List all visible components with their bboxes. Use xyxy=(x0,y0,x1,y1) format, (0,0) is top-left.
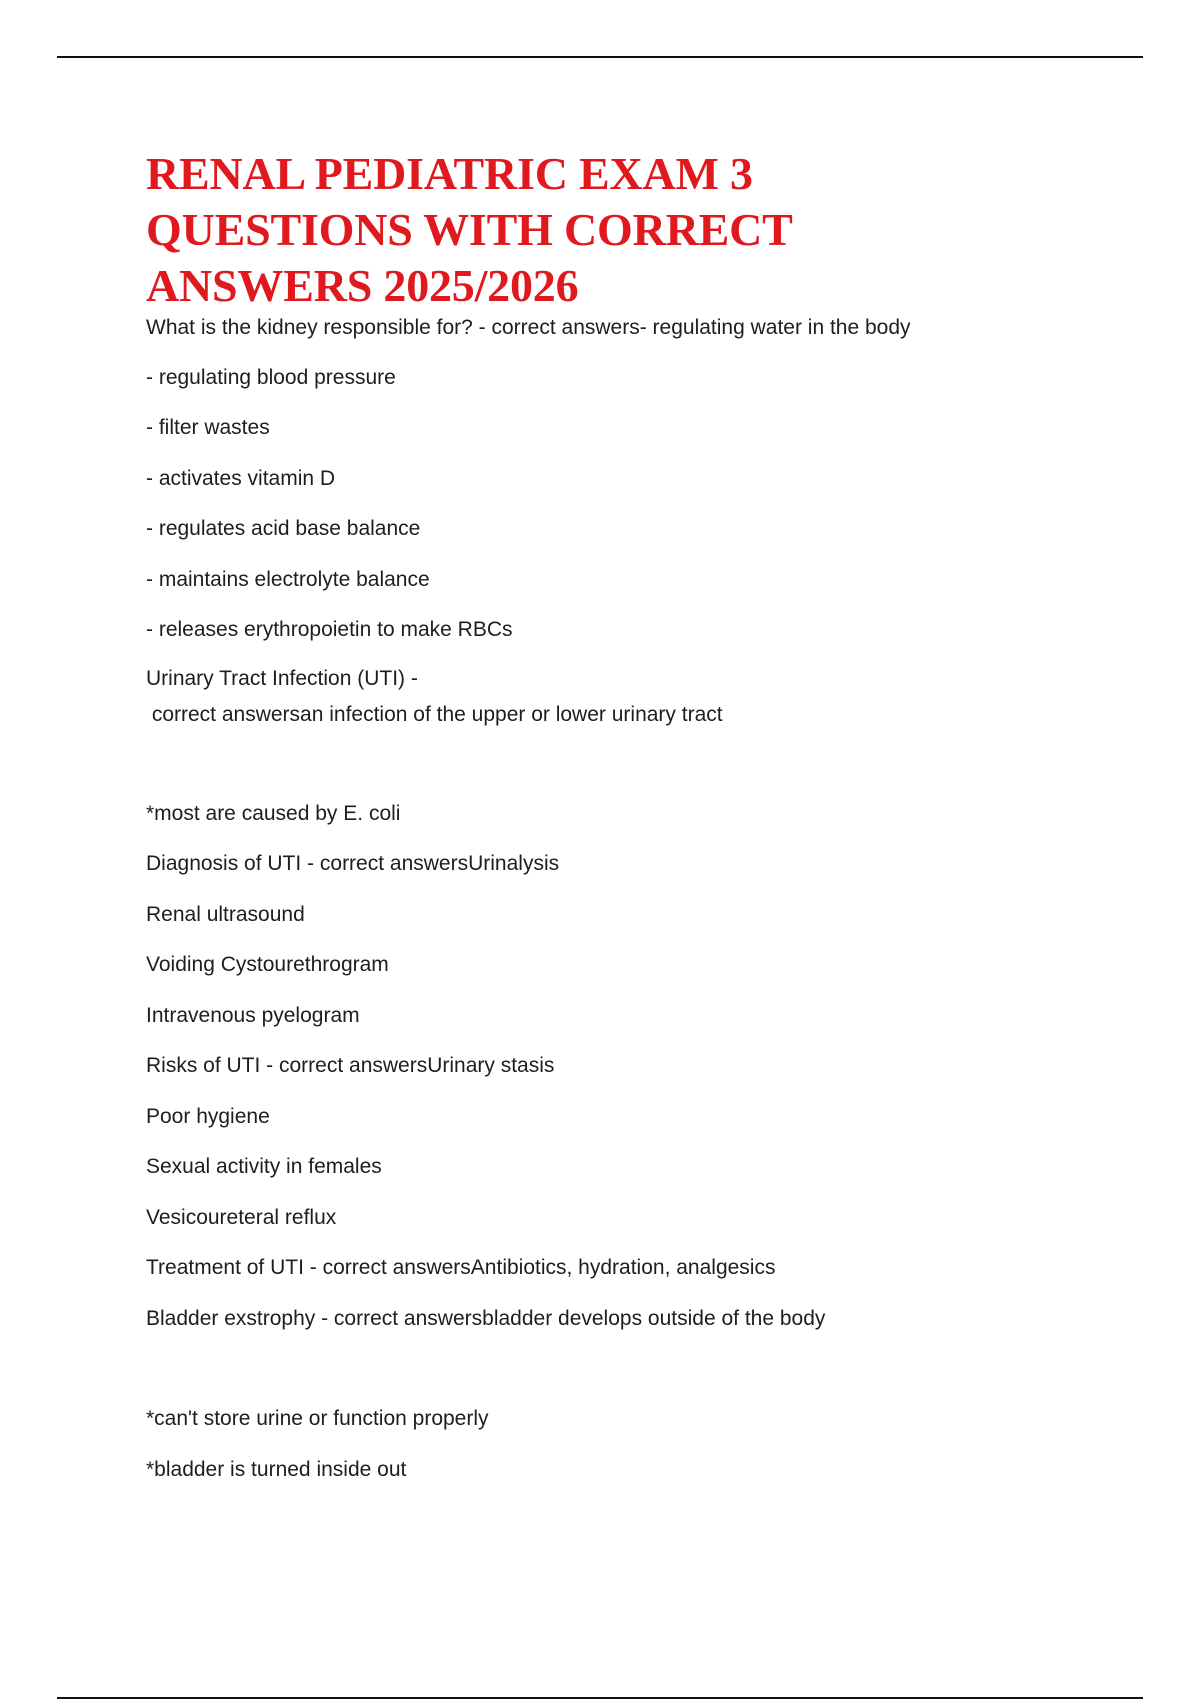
text-line: Vesicoureteral reflux xyxy=(146,1206,337,1229)
text-line: - releases erythropoietin to make RBCs xyxy=(146,618,513,641)
text-line: - regulates acid base balance xyxy=(146,517,421,540)
text-line: Sexual activity in females xyxy=(146,1155,382,1178)
text-line: - filter wastes xyxy=(146,416,270,439)
text-line: Diagnosis of UTI - correct answersUrinalysis xyxy=(146,852,560,875)
document-title xyxy=(146,146,1106,314)
text-line: What is the kidney responsible for? - correct answers- regulating water in the body xyxy=(146,316,911,339)
text-line: *can't store urine or function properly xyxy=(146,1407,489,1430)
text-line: Intravenous pyelogram xyxy=(146,1004,360,1027)
title-line: QUESTIONS WITH CORRECT xyxy=(146,204,793,255)
document-body xyxy=(146,146,1106,314)
top-rule xyxy=(57,56,1143,58)
text-line: Poor hygiene xyxy=(146,1105,270,1128)
title-line: ANSWERS 2025/2026 xyxy=(146,260,579,311)
text-line: Bladder exstrophy - correct answersbladder develops outside of the body xyxy=(146,1307,826,1330)
text-line: - regulating blood pressure xyxy=(146,366,396,389)
text-line: *most are caused by E. coli xyxy=(146,802,401,825)
text-line: Treatment of UTI - correct answersAntibiotics, hydration, analgesics xyxy=(146,1256,776,1279)
text-line: - activates vitamin D xyxy=(146,467,336,490)
text-line: correct answersan infection of the upper or lower urinary tract xyxy=(146,703,723,726)
text-line: *bladder is turned inside out xyxy=(146,1458,407,1481)
title-line: RENAL PEDIATRIC EXAM 3 xyxy=(146,148,753,199)
bottom-rule xyxy=(57,1697,1143,1699)
text-line: - maintains electrolyte balance xyxy=(146,568,430,591)
text-line: Urinary Tract Infection (UTI) - xyxy=(146,667,418,690)
text-line: Voiding Cystourethrogram xyxy=(146,953,389,976)
text-line: Risks of UTI - correct answersUrinary stasis xyxy=(146,1054,555,1077)
text-line: Renal ultrasound xyxy=(146,903,305,926)
